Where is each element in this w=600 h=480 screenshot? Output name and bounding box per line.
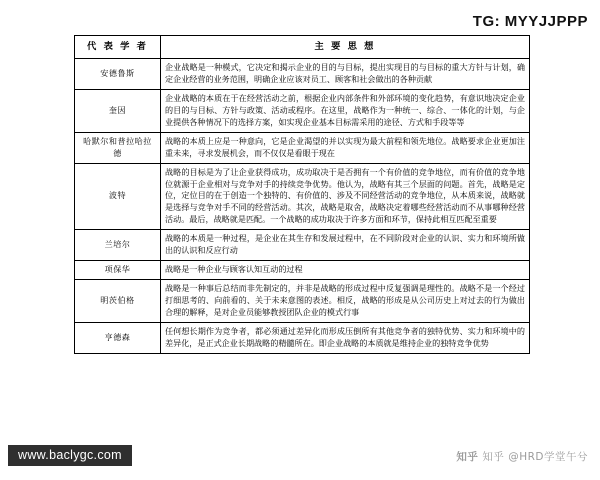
table-row bbox=[75, 89, 530, 132]
cell-idea: 战略的目标是为了让企业获得成功，成功取决于是否拥有一个有价值的竞争地位，而有价值的竞争地位就源于企业相对与竞争对手的持续竞争优势。他认为，战略有其三个层面的问题。首先，战略是定位，定位目的在于创造一个独特的、有价值的、涉及不同经营活动的竞争地位，从本质来说，战略就是选择与竞争对手不同的经营活动。其次，战略是取舍，战略决定着哪些经营活动而不从事哪种经营活动。最后，战略就是匹配。一个战略的成功取决于许多方面和环节，保持此相互匹配至重要 bbox=[161, 163, 530, 230]
cell-idea: 任何想长期作为竞争者，都必须通过差异化而形成压倒所有其他竞争者的独特优势、实力和环境中的差异化，是正式企业长期战略的精髓所在。即企业战略的本质就是维持企业的独特竞争优势 bbox=[161, 323, 530, 354]
cell-scholar: 安德鲁斯 bbox=[75, 58, 161, 89]
table-row bbox=[75, 323, 530, 354]
column-header-scholar: 代 表 学 者 bbox=[75, 36, 161, 59]
cell-scholar: 哈默尔和普拉哈拉德 bbox=[75, 132, 161, 163]
cell-idea: 战略的本质是一种过程，是企业在其生存和发展过程中，在不同阶段对企业的认识、实力和环境所做出的认识和反应行动 bbox=[161, 230, 530, 261]
table-row bbox=[75, 163, 530, 230]
strategy-definitions-table bbox=[74, 35, 530, 354]
table-header-row bbox=[75, 36, 530, 59]
table-row bbox=[75, 280, 530, 323]
table-row bbox=[75, 230, 530, 261]
cell-scholar: 亨德森 bbox=[75, 323, 161, 354]
table-row bbox=[75, 261, 530, 280]
column-header-idea: 主 要 思 想 bbox=[161, 36, 530, 59]
zhihu-watermark bbox=[456, 449, 588, 464]
zhihu-logo-icon: 知乎 bbox=[456, 451, 479, 463]
zhihu-author-label: 知乎 @HRD学堂午兮 bbox=[482, 451, 588, 463]
table-row bbox=[75, 132, 530, 163]
table-row bbox=[75, 58, 530, 89]
cell-idea: 战略的本质上应是一种意向，它是企业渴望的并以实现为最大前程和领先地位。战略要求企业更加注重未来，寻求发展机会，而不仅仅是看眼于现在 bbox=[161, 132, 530, 163]
cell-idea: 企业战略的本质在于在经营活动之前，根据企业内部条件和外部环境的变化趋势，有意识地决定企业的目的与目标、方针与政策、活动或程序。在这里，战略作为一种统一、综合、一体化的计划，与企业提供各种情况下的选择方案，如实现企业基本目标需采用的途径、方式和手段等等 bbox=[161, 89, 530, 132]
cell-idea: 企业战略是一种模式，它决定和揭示企业的目的与目标，提出实现目的与目标的重大方针与计划，确定企业经营的业务范围，明确企业应该对员工、顾客和社会做出的各种贡献 bbox=[161, 58, 530, 89]
cell-scholar: 奎因 bbox=[75, 89, 161, 132]
cell-scholar: 项保华 bbox=[75, 261, 161, 280]
cell-idea: 战略是一种企业与顾客认知互动的过程 bbox=[161, 261, 530, 280]
site-url-watermark: www.baclygc.com bbox=[8, 445, 132, 466]
cell-scholar: 波特 bbox=[75, 163, 161, 230]
cell-scholar: 兰培尔 bbox=[75, 230, 161, 261]
strategy-definitions-table-wrap bbox=[74, 35, 529, 354]
tg-watermark-banner: TG: MYYJJPPP bbox=[459, 8, 600, 35]
cell-scholar: 明茨伯格 bbox=[75, 280, 161, 323]
cell-idea: 战略是一种事后总结而非先制定的，并非是战略的形成过程中反复强调是理性的。战略不是一个经过打细思考的、向前看的、关于未来意图的表述。相反，战略的形成是从公司历史上对过去的行为做出合理的解释，是对企业员能够教授团队企业的模式行事 bbox=[161, 280, 530, 323]
